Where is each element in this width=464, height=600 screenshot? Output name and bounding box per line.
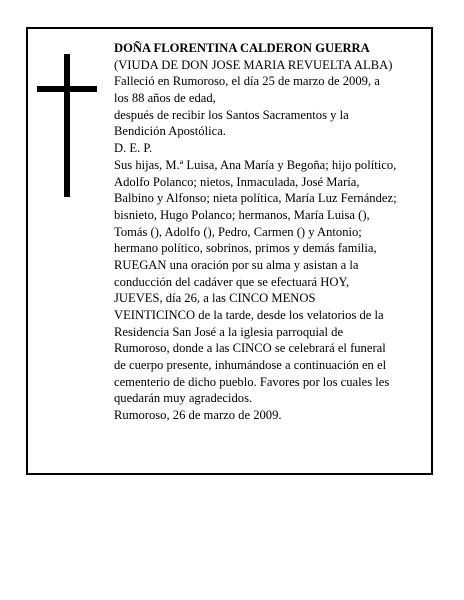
notice-line: Rumoroso, 26 de marzo de 2009. xyxy=(114,408,282,423)
notice-line: cementerio de dicho pueblo. Favores por los cuales les xyxy=(114,374,390,389)
notice-line: VEINTICINCO de la tarde, desde los velatorios de la xyxy=(114,308,384,322)
notice-line: Rumoroso, donde a las CINCO se celebrará el funeral xyxy=(114,341,386,356)
notice-line: Bendición Apostólica. xyxy=(114,124,226,139)
notice-line: Balbino y Alfonso; nieta política, María Luz Fernández; xyxy=(114,191,397,206)
notice-line: los 88 años de edad, xyxy=(114,91,216,106)
notice-line: RUEGAN una oración por su alma y asistan a la xyxy=(114,257,359,272)
notice-line: JUEVES, día 26, a las CINCO MENOS xyxy=(114,291,316,306)
obituary-text xyxy=(114,40,426,424)
notice-line: Residencia San José a la iglesia parroquial de xyxy=(114,324,344,339)
notice-line: (VIUDA DE DON JOSE MARIA REVUELTA ALBA) xyxy=(114,57,393,72)
notice-line: de cuerpo presente, inhumándose a continuación en el xyxy=(114,358,387,373)
notice-line: Falleció en Rumoroso, el día 25 de marzo de 2009, a xyxy=(114,74,380,89)
notice-line: hermano político, sobrinos, primos y demás familia, xyxy=(114,241,377,256)
notice-line: bisnieto, Hugo Polanco; hermanos, María Luisa (), xyxy=(114,207,370,222)
notice-line: D. E. P. xyxy=(114,141,153,156)
notice-line: conducción del cadáver que se efectuará HOY, xyxy=(114,274,350,289)
cross-icon xyxy=(37,54,97,197)
notice-line: Tomás (), Adolfo (), Pedro, Carmen () y Antonio; xyxy=(114,224,362,239)
cross-vertical-bar xyxy=(64,54,70,197)
deceased-name: DOÑA FLORENTINA CALDERON GUERRA xyxy=(114,41,370,55)
notice-line: quedarán muy agradecidos. xyxy=(114,391,253,406)
cross-horizontal-bar xyxy=(37,86,97,92)
notice-line: Adolfo Polanco; nietos, Inmaculada, José María, xyxy=(114,174,360,189)
notice-line: Sus hijas, M.ª Luisa, Ana María y Begoña; hijo político, xyxy=(114,157,397,172)
notice-line: después de recibir los Santos Sacramentos y la xyxy=(114,107,349,122)
